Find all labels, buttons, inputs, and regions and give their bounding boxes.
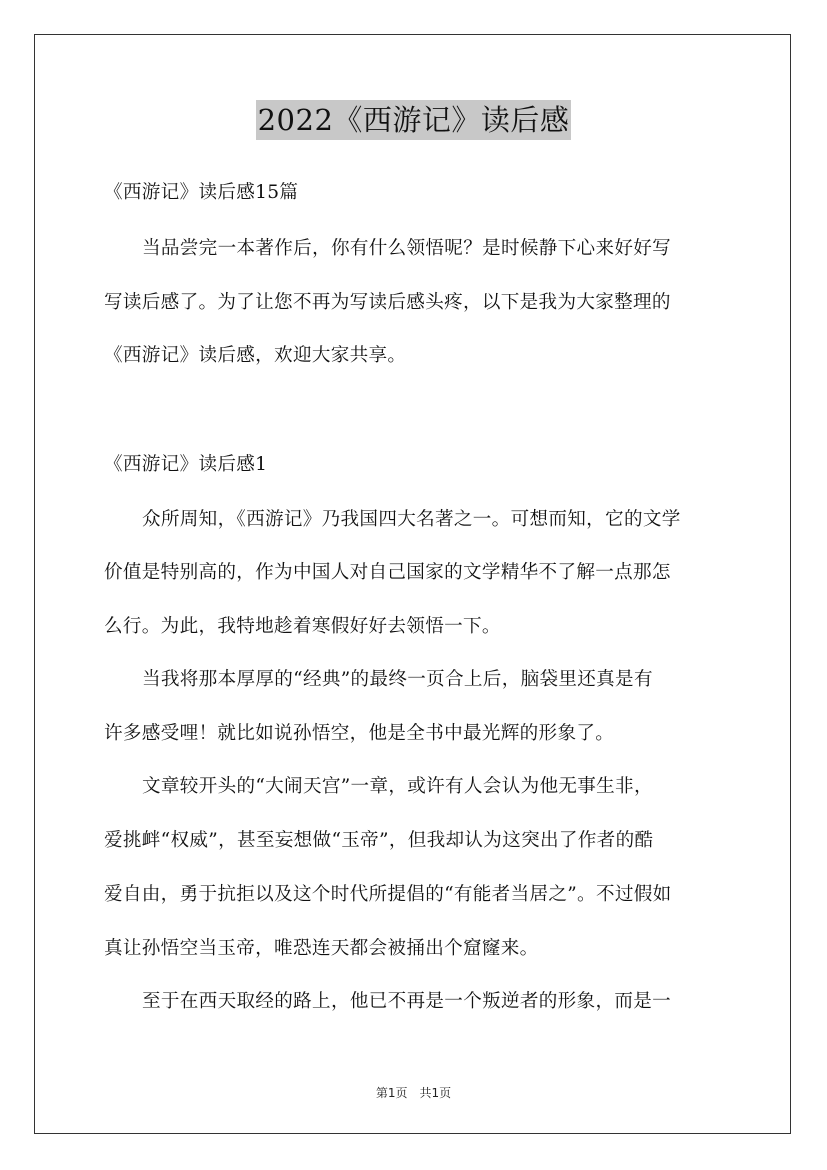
- body-line: 爱挑衅“权威”，甚至妄想做“玉帝”，但我却认为这突出了作者的酷: [104, 830, 654, 851]
- body-line: 至于在西天取经的路上，他已不再是一个叛逆者的形象，而是一: [142, 991, 672, 1012]
- body-line: 众所周知，《西游记》乃我国四大名著之一。可想而知，它的文学: [142, 509, 681, 530]
- intro-line: 《西游记》读后感，欢迎大家共享。: [104, 345, 407, 366]
- body-line: 真让孙悟空当玉帝，唯恐连天都会被捅出个窟窿来。: [104, 938, 539, 959]
- body-line: 么行。为此，我特地趁着寒假好好去领悟一下。: [104, 616, 501, 637]
- document-subtitle: 《西游记》读后感15篇: [104, 182, 299, 203]
- body-line: 爱自由，勇于抗拒以及这个时代所提倡的“有能者当居之”。不过假如: [104, 884, 672, 905]
- page-number: 第1页 共1页: [375, 1086, 452, 1100]
- body-line: 当我将那本厚厚的“经典”的最终一页合上后，脑袋里还真是有: [142, 669, 653, 690]
- body-line: 文章较开头的“大闹天宫”一章，或许有人会认为他无事生非，: [142, 776, 653, 797]
- section-heading: 《西游记》读后感1: [104, 454, 268, 475]
- body-line: 价值是特别高的，作为中国人对自己国家的文学精华不了解一点那怎: [104, 562, 671, 583]
- intro-line: 写读后感了。为了让您不再为写读后感头疼，以下是我为大家整理的: [104, 292, 671, 313]
- intro-line: 当品尝完一本著作后，你有什么领悟呢？是时候静下心来好好写: [142, 238, 672, 259]
- body-line: 许多感受哩！就比如说孙悟空，他是全书中最光辉的形象了。: [104, 723, 615, 744]
- document-title: 2022《西游记》读后感: [256, 100, 572, 140]
- title-container: [0, 100, 827, 140]
